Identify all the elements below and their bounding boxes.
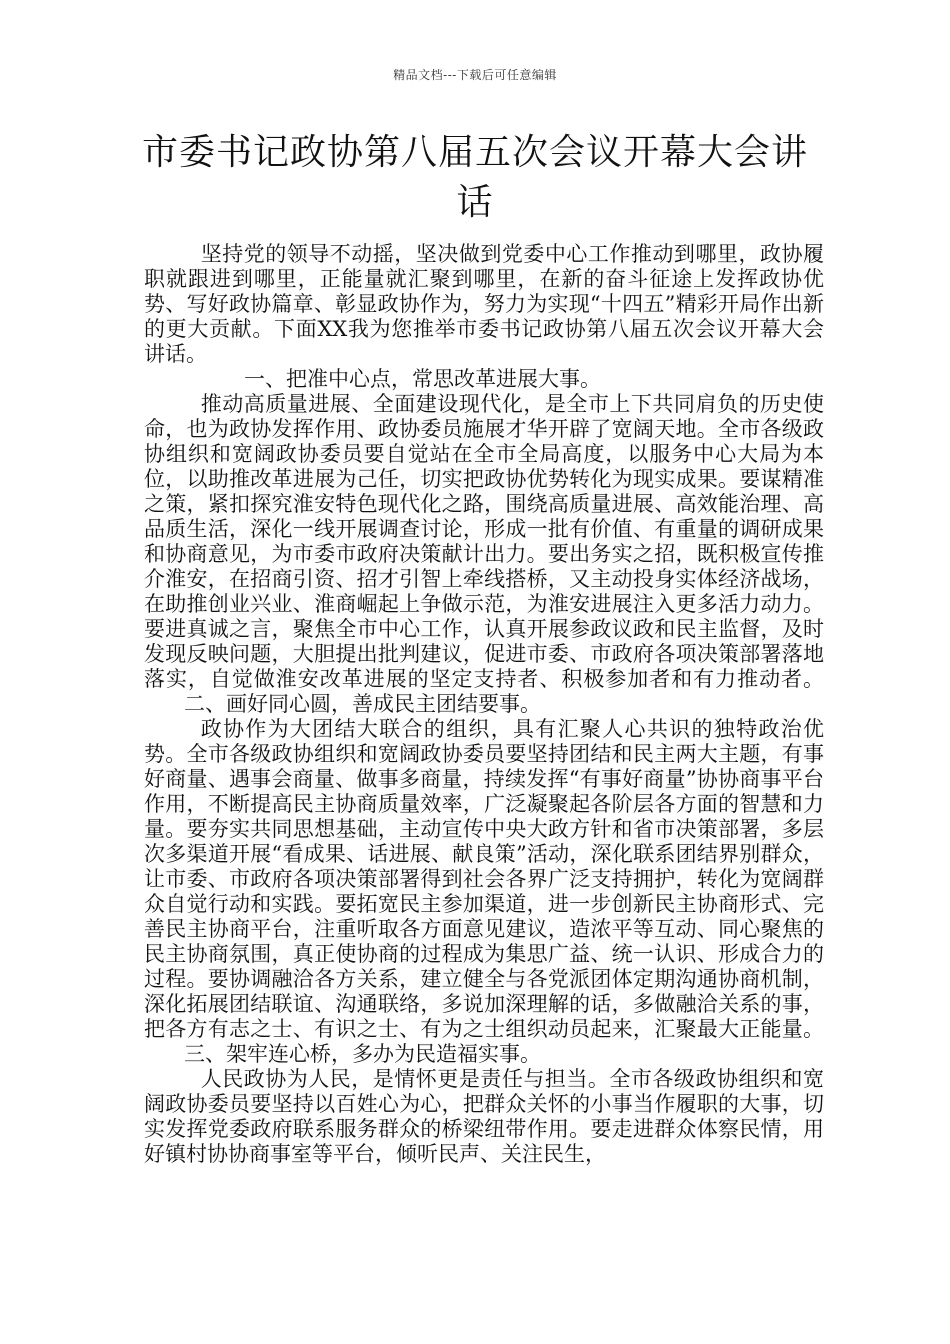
header-note: 精品文档---下载后可任意编辑 (393, 68, 557, 82)
section-1-heading: 一、把准中心点，常思改革进展大事。 (244, 367, 601, 391)
section-1-body: 推动高质量进展、全面建设现代化，是全市上下共同肩负的历史使命，也为政协发挥作用、政协委员施展才华开辟了宽阔天地。全市各级政协组织和宽阔政协委员要自觉站在全市全局高度，以服务中心大局为本位，以助推改革进展为己任，切实把政协优势转化为现实成果。要谋精准之策，紧扣探究淮安特色现代化之路，围绕高质量进展、高效能治理、高品质生活，深化一线开展调查讨论，形成一批有价值、有重量的调研成果和协商意见，为市委市政府决策献计出力。要出务实之招，既积极宣传推介淮安，在招商引资、招才引智上牵线搭桥，又主动投身实体经济战场，在助推创业兴业、淮商崛起上争做示范，为淮安进展注入更多活力动力。要进真诚之言，聚焦全市中心工作，认真开展参政议政和民主监督，及时发现反映问题，大胆提出批判建议，促进市委、市政府各项决策部署落地落实，自觉做淮安改革进展的坚定支持者、积极参加者和有力推动者。 (144, 392, 824, 691)
document-body (144, 242, 824, 1167)
section-2-heading: 二、画好同心圆，善成民主团结要事。 (184, 692, 541, 716)
section-1-paragraph (144, 392, 824, 717)
section-3-paragraph: 人民政协为人民，是情怀更是责任与担当。全市各级政协组织和宽阔政协委员要坚持以百姓心为心，把群众关怀的小事当作履职的大事，切实发挥党委政府联系服务群众的桥梁纽带作用。要走进群众体察民情，用好镇村协协商事室等平台，倾听民声、关注民生， (144, 1067, 824, 1166)
section-3-heading: 三、架牢连心桥，多办为民造福实事。 (184, 1042, 541, 1066)
section-2-paragraph (144, 717, 824, 1067)
intro-paragraph: 坚持党的领导不动摇，坚决做到党委中心工作推动到哪里，政协履职就跟进到哪里，正能量就汇聚到哪里，在新的奋斗征途上发挥政协优势、写好政协篇章、彰显政协作为，努力为实现“十四五”精彩开局作出新的更大贡献。下面XX我为您推举市委书记政协第八届五次会议开幕大会讲话。 (144, 242, 824, 366)
document-title: 市委书记政协第八届五次会议开幕大会讲话 (141, 132, 808, 223)
section-2-body: 政协作为大团结大联合的组织，具有汇聚人心共识的独特政治优势。全市各级政协组织和宽阔政协委员要坚持团结和民主两大主题，有事好商量、遇事会商量、做事多商量，持续发挥“有事好商量”协协商事平台作用，不断提高民主协商质量效率，广泛凝聚起各阶层各方面的智慧和力量。要夯实共同思想基础，主动宣传中央大政方针和省市决策部署，多层次多渠道开展“看成果、话进展、献良策”活动，深化联系团结界别群众，让市委、市政府各项决策部署得到社会各界广泛支持拥护，转化为宽阔群众自觉行动和实践。要拓宽民主参加渠道，进一步创新民主协商形式、完善民主协商平台，注重听取各方面意见建议，造浓平等互动、同心聚焦的民主协商氛围，真正使协商的过程成为集思广益、统一认识、形成合力的过程。要协调融洽各方关系，建立健全与各党派团体定期沟通协商机制，深化拓展团结联谊、沟通联络，多说加深理解的话，多做融洽关系的事，把各方有志之士、有识之士、有为之士组织动员起来，汇聚最大正能量。 (144, 717, 824, 1041)
